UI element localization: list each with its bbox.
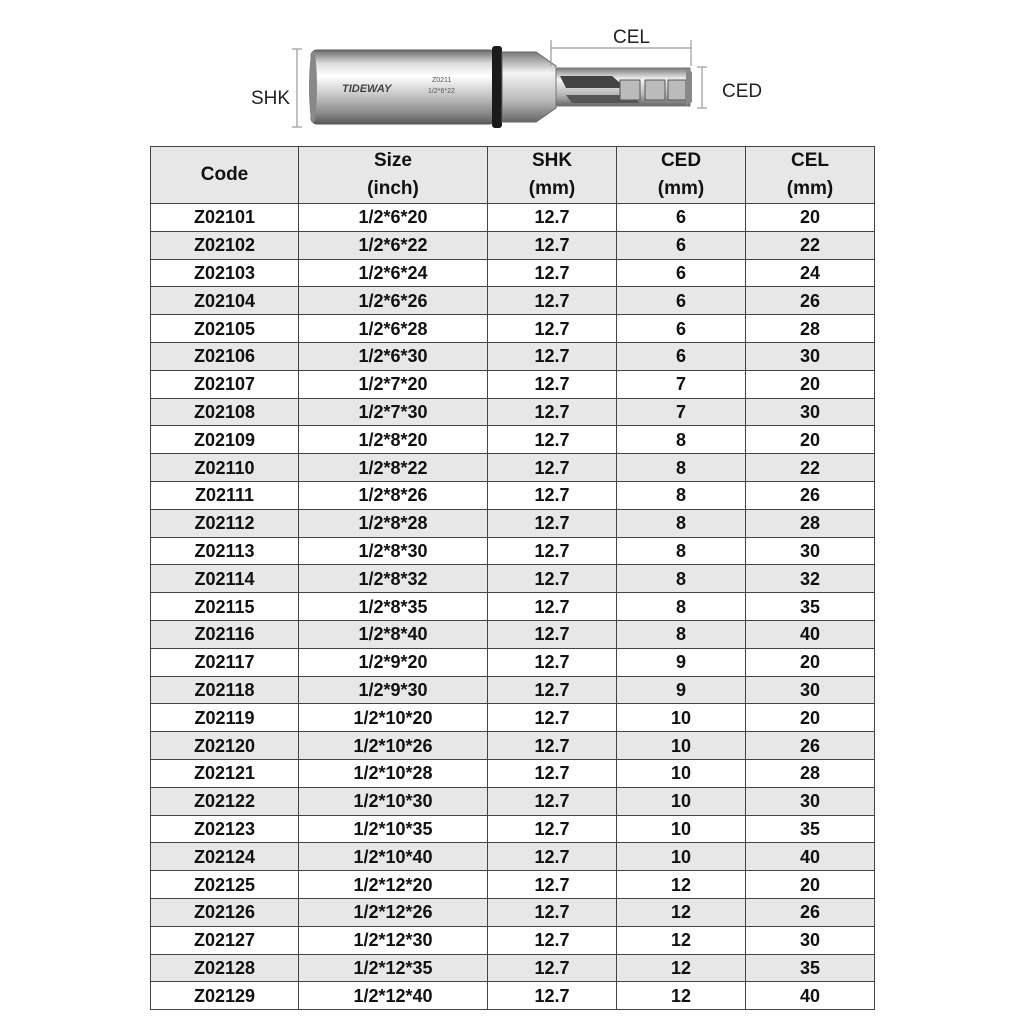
cell-size: 1/2*8*22 <box>299 454 488 482</box>
cell-size: 1/2*12*35 <box>299 954 488 982</box>
table-row <box>151 231 875 259</box>
table-row <box>151 676 875 704</box>
cell-code: Z02110 <box>151 454 299 482</box>
table-row <box>151 342 875 370</box>
cell-ced: 6 <box>617 231 746 259</box>
cell-size: 1/2*10*35 <box>299 815 488 843</box>
cell-ced: 9 <box>617 648 746 676</box>
cell-ced: 10 <box>617 815 746 843</box>
cell-size: 1/2*10*30 <box>299 787 488 815</box>
cell-cel: 28 <box>746 315 875 343</box>
cell-code: Z02112 <box>151 509 299 537</box>
cell-cel: 20 <box>746 370 875 398</box>
cell-size: 1/2*6*26 <box>299 287 488 315</box>
cell-ced: 8 <box>617 426 746 454</box>
cell-ced: 10 <box>617 732 746 760</box>
cell-code: Z02107 <box>151 370 299 398</box>
table-row <box>151 898 875 926</box>
cell-code: Z02111 <box>151 481 299 509</box>
cell-cel: 32 <box>746 565 875 593</box>
cell-size: 1/2*8*20 <box>299 426 488 454</box>
cell-code: Z02102 <box>151 231 299 259</box>
cell-shk: 12.7 <box>488 398 617 426</box>
cell-shk: 12.7 <box>488 926 617 954</box>
table-row <box>151 593 875 621</box>
cell-cel: 28 <box>746 759 875 787</box>
cell-code: Z02127 <box>151 926 299 954</box>
cell-shk: 12.7 <box>488 342 617 370</box>
cell-size: 1/2*8*35 <box>299 593 488 621</box>
cell-ced: 12 <box>617 926 746 954</box>
cell-cel: 35 <box>746 815 875 843</box>
table-row <box>151 787 875 815</box>
table-row <box>151 815 875 843</box>
cell-ced: 9 <box>617 676 746 704</box>
carbide-insert <box>668 80 686 100</box>
router-bit-diagram <box>0 0 1024 140</box>
cell-cel: 20 <box>746 204 875 232</box>
cell-code: Z02124 <box>151 843 299 871</box>
cell-ced: 10 <box>617 843 746 871</box>
carbide-insert <box>620 80 640 100</box>
table-row <box>151 204 875 232</box>
cell-cel: 20 <box>746 648 875 676</box>
cell-cel: 40 <box>746 620 875 648</box>
cell-code: Z02118 <box>151 676 299 704</box>
table-row <box>151 871 875 899</box>
cell-shk: 12.7 <box>488 871 617 899</box>
cell-size: 1/2*8*32 <box>299 565 488 593</box>
cell-ced: 8 <box>617 454 746 482</box>
svg-text:1/2*6*22: 1/2*6*22 <box>428 88 455 95</box>
cell-cel: 30 <box>746 676 875 704</box>
cell-size: 1/2*7*30 <box>299 398 488 426</box>
cell-code: Z02126 <box>151 898 299 926</box>
cell-shk: 12.7 <box>488 620 617 648</box>
cell-ced: 8 <box>617 593 746 621</box>
cell-shk: 12.7 <box>488 898 617 926</box>
cell-code: Z02106 <box>151 342 299 370</box>
cell-shk: 12.7 <box>488 759 617 787</box>
ced-label: CED <box>722 81 763 102</box>
cell-size: 1/2*8*26 <box>299 481 488 509</box>
cell-size: 1/2*8*30 <box>299 537 488 565</box>
cell-ced: 12 <box>617 898 746 926</box>
cell-code: Z02109 <box>151 426 299 454</box>
cell-shk: 12.7 <box>488 509 617 537</box>
table-row <box>151 954 875 982</box>
cell-cel: 26 <box>746 481 875 509</box>
cel-label: CEL <box>613 27 650 48</box>
cell-code: Z02103 <box>151 259 299 287</box>
cell-ced: 8 <box>617 509 746 537</box>
cell-shk: 12.7 <box>488 982 617 1010</box>
header-shk: SHK (mm) <box>488 147 617 204</box>
cell-size: 1/2*12*26 <box>299 898 488 926</box>
cell-cel: 22 <box>746 231 875 259</box>
cell-size: 1/2*9*30 <box>299 676 488 704</box>
cell-code: Z02123 <box>151 815 299 843</box>
header-ced: CED (mm) <box>617 147 746 204</box>
cell-shk: 12.7 <box>488 370 617 398</box>
cell-shk: 12.7 <box>488 259 617 287</box>
cell-shk: 12.7 <box>488 732 617 760</box>
cell-size: 1/2*6*28 <box>299 315 488 343</box>
svg-text:Z0211: Z0211 <box>432 77 452 84</box>
cell-cel: 26 <box>746 287 875 315</box>
table-row <box>151 426 875 454</box>
cell-code: Z02125 <box>151 871 299 899</box>
cell-code: Z02114 <box>151 565 299 593</box>
table-body <box>151 204 875 1010</box>
cell-size: 1/2*6*24 <box>299 259 488 287</box>
cell-cel: 26 <box>746 732 875 760</box>
table-row <box>151 982 875 1010</box>
carbide-insert <box>645 80 665 100</box>
cell-shk: 12.7 <box>488 287 617 315</box>
cell-size: 1/2*9*20 <box>299 648 488 676</box>
cell-code: Z02122 <box>151 787 299 815</box>
cell-size: 1/2*12*20 <box>299 871 488 899</box>
table-row <box>151 926 875 954</box>
table-row <box>151 287 875 315</box>
cell-ced: 10 <box>617 759 746 787</box>
table-row <box>151 315 875 343</box>
cell-code: Z02117 <box>151 648 299 676</box>
cell-shk: 12.7 <box>488 954 617 982</box>
header-size: Size (inch) <box>299 147 488 204</box>
cell-size: 1/2*8*28 <box>299 509 488 537</box>
header-cel: CEL (mm) <box>746 147 875 204</box>
cell-ced: 7 <box>617 370 746 398</box>
cell-ced: 8 <box>617 565 746 593</box>
table-row <box>151 704 875 732</box>
cell-code: Z02128 <box>151 954 299 982</box>
table-header-row <box>151 147 875 204</box>
table-row <box>151 620 875 648</box>
cell-ced: 6 <box>617 342 746 370</box>
cell-shk: 12.7 <box>488 454 617 482</box>
cell-size: 1/2*6*20 <box>299 204 488 232</box>
shank-ring <box>492 46 502 128</box>
cell-shk: 12.7 <box>488 815 617 843</box>
cell-cel: 30 <box>746 926 875 954</box>
cell-size: 1/2*6*30 <box>299 342 488 370</box>
table-row <box>151 565 875 593</box>
cell-shk: 12.7 <box>488 565 617 593</box>
cell-shk: 12.7 <box>488 676 617 704</box>
table-row <box>151 537 875 565</box>
cell-ced: 10 <box>617 704 746 732</box>
cell-code: Z02129 <box>151 982 299 1010</box>
cell-cel: 26 <box>746 898 875 926</box>
cell-ced: 6 <box>617 204 746 232</box>
cell-size: 1/2*8*40 <box>299 620 488 648</box>
cell-cel: 40 <box>746 843 875 871</box>
cell-cel: 28 <box>746 509 875 537</box>
cell-cel: 40 <box>746 982 875 1010</box>
cell-cel: 35 <box>746 954 875 982</box>
cell-shk: 12.7 <box>488 787 617 815</box>
cell-cel: 35 <box>746 593 875 621</box>
cell-ced: 6 <box>617 287 746 315</box>
shank <box>311 50 495 124</box>
cell-size: 1/2*12*30 <box>299 926 488 954</box>
cell-ced: 6 <box>617 259 746 287</box>
table-row <box>151 843 875 871</box>
table-row <box>151 454 875 482</box>
cell-size: 1/2*6*22 <box>299 231 488 259</box>
cell-shk: 12.7 <box>488 648 617 676</box>
cell-ced: 12 <box>617 982 746 1010</box>
cell-ced: 7 <box>617 398 746 426</box>
cell-code: Z02121 <box>151 759 299 787</box>
shk-label: SHK <box>251 88 291 109</box>
cell-size: 1/2*10*26 <box>299 732 488 760</box>
cell-shk: 12.7 <box>488 481 617 509</box>
cell-ced: 8 <box>617 620 746 648</box>
table-row <box>151 732 875 760</box>
cell-ced: 12 <box>617 954 746 982</box>
cell-ced: 10 <box>617 787 746 815</box>
cell-cel: 20 <box>746 871 875 899</box>
cell-code: Z02113 <box>151 537 299 565</box>
cell-shk: 12.7 <box>488 537 617 565</box>
cell-code: Z02119 <box>151 704 299 732</box>
cell-code: Z02108 <box>151 398 299 426</box>
cell-shk: 12.7 <box>488 204 617 232</box>
svg-text:TIDEWAY: TIDEWAY <box>342 83 392 95</box>
cell-size: 1/2*10*40 <box>299 843 488 871</box>
cell-shk: 12.7 <box>488 426 617 454</box>
cell-code: Z02120 <box>151 732 299 760</box>
cell-shk: 12.7 <box>488 231 617 259</box>
cell-shk: 12.7 <box>488 315 617 343</box>
cell-cel: 20 <box>746 426 875 454</box>
cell-size: 1/2*10*20 <box>299 704 488 732</box>
table-row <box>151 509 875 537</box>
cell-size: 1/2*12*40 <box>299 982 488 1010</box>
cell-cel: 30 <box>746 398 875 426</box>
spec-table <box>150 146 875 1010</box>
cell-size: 1/2*10*28 <box>299 759 488 787</box>
table-row <box>151 481 875 509</box>
cell-code: Z02116 <box>151 620 299 648</box>
table-row <box>151 398 875 426</box>
table-row <box>151 370 875 398</box>
cell-cel: 30 <box>746 787 875 815</box>
header-code: Code <box>151 147 299 204</box>
table-row <box>151 648 875 676</box>
cell-ced: 12 <box>617 871 746 899</box>
cell-cel: 30 <box>746 342 875 370</box>
cell-shk: 12.7 <box>488 843 617 871</box>
cell-code: Z02105 <box>151 315 299 343</box>
cell-cel: 30 <box>746 537 875 565</box>
table-row <box>151 259 875 287</box>
router-bit-icon <box>0 0 1024 140</box>
cell-cel: 20 <box>746 704 875 732</box>
cell-ced: 8 <box>617 537 746 565</box>
cell-shk: 12.7 <box>488 704 617 732</box>
cell-code: Z02101 <box>151 204 299 232</box>
cell-ced: 6 <box>617 315 746 343</box>
cell-size: 1/2*7*20 <box>299 370 488 398</box>
neck <box>502 52 556 122</box>
cell-cel: 22 <box>746 454 875 482</box>
cell-cel: 24 <box>746 259 875 287</box>
cell-shk: 12.7 <box>488 593 617 621</box>
cell-ced: 8 <box>617 481 746 509</box>
table-row <box>151 759 875 787</box>
cell-code: Z02104 <box>151 287 299 315</box>
cell-code: Z02115 <box>151 593 299 621</box>
